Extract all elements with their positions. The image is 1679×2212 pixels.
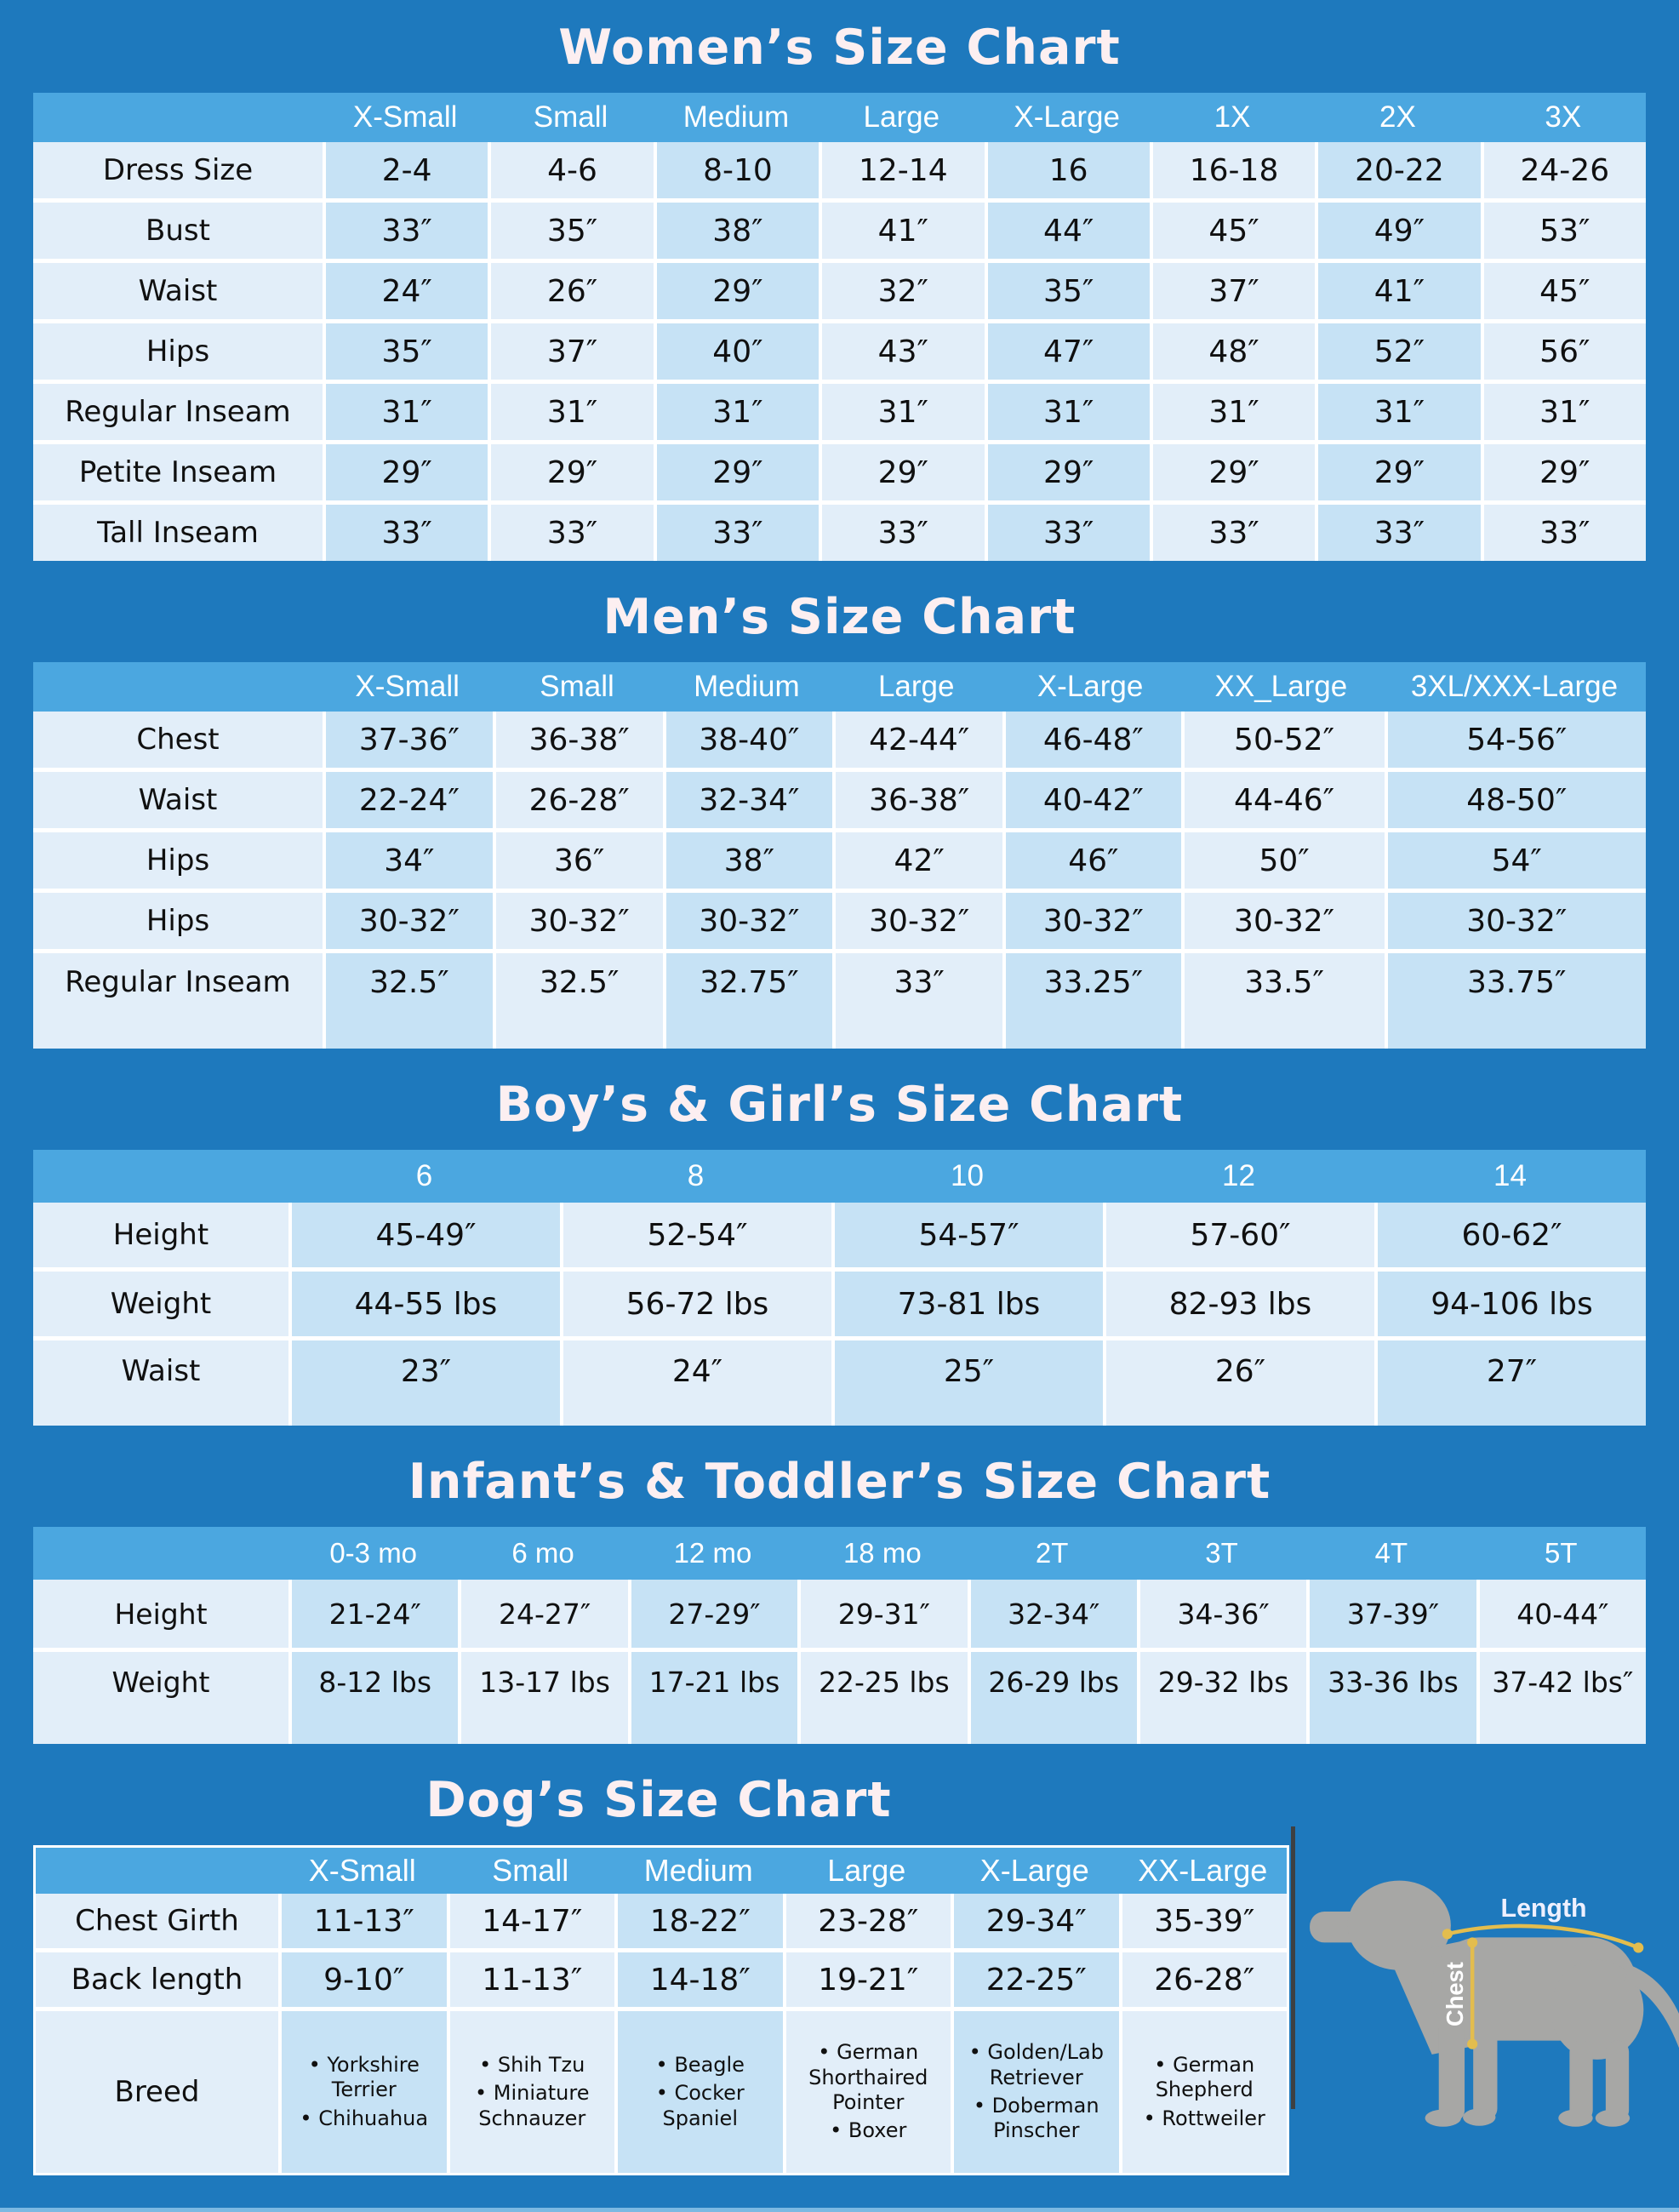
chest-line-end-dot bbox=[1467, 2039, 1477, 2049]
size-cell: 33″ bbox=[657, 505, 819, 561]
column-header: Medium bbox=[694, 670, 800, 703]
size-cell: 47″ bbox=[988, 323, 1150, 380]
row-label: Tall Inseam bbox=[33, 505, 323, 561]
size-cell: 32″ bbox=[822, 263, 984, 319]
size-cell: 27″ bbox=[1378, 1340, 1646, 1426]
size-cell: 52-54″ bbox=[563, 1203, 831, 1267]
size-cell: 16 bbox=[988, 142, 1150, 198]
column-header: 6 bbox=[415, 1159, 433, 1192]
row-label: Hips bbox=[33, 832, 323, 889]
column-header: 5T bbox=[1545, 1537, 1578, 1569]
size-cell: 4-6 bbox=[491, 142, 653, 198]
header-spacer bbox=[33, 1548, 288, 1558]
length-line-end-dot bbox=[1442, 1929, 1453, 1939]
breed-item: • Shih Tzu bbox=[479, 2053, 585, 2078]
size-cell: 45″ bbox=[1484, 263, 1646, 319]
size-cell: 32-34″ bbox=[971, 1580, 1137, 1648]
table-body bbox=[33, 1203, 1646, 1426]
row-label: Hips bbox=[33, 893, 323, 949]
size-cell: 31″ bbox=[326, 384, 488, 440]
size-cell: 23″ bbox=[292, 1340, 560, 1426]
row-label: Back length bbox=[36, 1952, 278, 2007]
size-cell: 35-39″ bbox=[1122, 1894, 1288, 1948]
size-cell: 9-10″ bbox=[282, 1952, 447, 2007]
size-cell: 30-32″ bbox=[496, 893, 663, 949]
size-cell: 11-13″ bbox=[450, 1952, 615, 2007]
size-cell: 33.5″ bbox=[1185, 953, 1385, 1049]
row-label: Height bbox=[33, 1580, 288, 1648]
size-cell: 29-34″ bbox=[954, 1894, 1119, 1948]
size-cell: 24-26 bbox=[1484, 142, 1646, 198]
size-cell: 17-21 lbs bbox=[631, 1652, 797, 1744]
size-cell: 26″ bbox=[1106, 1340, 1374, 1426]
size-cell: 29″ bbox=[1318, 444, 1480, 500]
row-label: Waist bbox=[33, 772, 323, 828]
dogs-chart-section bbox=[33, 1773, 1646, 2175]
dog-hind-leg bbox=[1569, 2041, 1592, 2122]
size-cell: 37-36″ bbox=[326, 712, 493, 768]
size-cell: 31″ bbox=[822, 384, 984, 440]
column-header: 1X bbox=[1214, 100, 1251, 134]
row-label: Chest bbox=[33, 712, 323, 768]
size-cell: 50-52″ bbox=[1185, 712, 1385, 768]
womens-chart-title: Women’s Size Chart bbox=[558, 20, 1121, 76]
size-cell: 23-28″ bbox=[786, 1894, 951, 1948]
dog-chart-row bbox=[33, 1845, 1646, 2175]
column-header: Large bbox=[877, 670, 955, 703]
table-header-row bbox=[33, 93, 1646, 142]
breed-item: • German Shorthaired Pointer bbox=[808, 2040, 928, 2114]
breed-item: • Beagle bbox=[655, 2053, 745, 2078]
column-header: Small bbox=[533, 100, 608, 134]
size-cell: 29-31″ bbox=[801, 1580, 967, 1648]
size-cell: 35″ bbox=[988, 263, 1150, 319]
size-cell: 54-57″ bbox=[835, 1203, 1103, 1267]
column-header: 14 bbox=[1493, 1159, 1527, 1192]
size-cell: 33-36 lbs bbox=[1310, 1652, 1476, 1744]
size-cell: 29″ bbox=[988, 444, 1150, 500]
size-cell: 36-38″ bbox=[496, 712, 663, 768]
size-cell: 32.75″ bbox=[666, 953, 833, 1049]
column-header: 8 bbox=[687, 1159, 705, 1192]
table-header-row bbox=[36, 1848, 1287, 1894]
breed-item: • Rottweiler bbox=[1143, 2106, 1265, 2130]
size-cell: 33″ bbox=[988, 505, 1150, 561]
size-cell: 24″ bbox=[563, 1340, 831, 1426]
size-cell: 43″ bbox=[822, 323, 984, 380]
size-cell: 35″ bbox=[491, 203, 653, 259]
size-cell: 26-29 lbs bbox=[971, 1652, 1137, 1744]
column-header: X-Small bbox=[352, 100, 458, 134]
column-header: X-Large bbox=[1014, 100, 1120, 134]
size-cell: 38″ bbox=[666, 832, 833, 889]
size-cell: 37-42 lbs″ bbox=[1480, 1652, 1646, 1744]
column-header: 4T bbox=[1374, 1537, 1408, 1569]
column-header: Medium bbox=[682, 100, 790, 134]
size-cell: 32-34″ bbox=[666, 772, 833, 828]
boys-girls-chart-title: Boy’s & Girl’s Size Chart bbox=[495, 1077, 1184, 1133]
size-cell: 36-38″ bbox=[836, 772, 1002, 828]
size-cell: 25″ bbox=[835, 1340, 1103, 1426]
size-cell: 37-39″ bbox=[1310, 1580, 1476, 1648]
size-cell: 38-40″ bbox=[666, 712, 833, 768]
size-cell: 54″ bbox=[1388, 832, 1646, 889]
dog-front-leg-2 bbox=[1473, 2021, 1497, 2119]
dog-front-paw bbox=[1425, 2110, 1461, 2127]
size-cell: 40″ bbox=[657, 323, 819, 380]
size-cell: 33″ bbox=[326, 505, 488, 561]
size-cell: 14-18″ bbox=[618, 1952, 783, 2007]
bottom-edge-line bbox=[0, 2208, 1679, 2212]
header-spacer bbox=[33, 682, 323, 692]
size-cell: 24-27″ bbox=[461, 1580, 627, 1648]
size-cell: 53″ bbox=[1484, 203, 1646, 259]
column-header: 10 bbox=[951, 1159, 984, 1192]
column-header: Large bbox=[827, 1853, 906, 1888]
dog-silhouette bbox=[1310, 1881, 1679, 2127]
dogs-chart-title: Dog’s Size Chart bbox=[425, 1772, 892, 1828]
size-cell: 30-32″ bbox=[1006, 893, 1181, 949]
size-cell: 73-81 lbs bbox=[835, 1272, 1103, 1336]
table-body bbox=[33, 1580, 1646, 1744]
size-cell: 31″ bbox=[657, 384, 819, 440]
size-cell: 82-93 lbs bbox=[1106, 1272, 1374, 1336]
womens-size-table bbox=[33, 93, 1646, 561]
table-header-row bbox=[33, 1150, 1646, 1203]
size-cell: 48″ bbox=[1153, 323, 1315, 380]
row-label: Bust bbox=[33, 203, 323, 259]
size-cell: 34″ bbox=[326, 832, 493, 889]
size-cell: 29″ bbox=[1484, 444, 1646, 500]
size-cell: 18-22″ bbox=[618, 1894, 783, 1948]
size-cell: 40-42″ bbox=[1006, 772, 1181, 828]
womens-chart-section bbox=[33, 20, 1646, 561]
dog-hind-leg-2 bbox=[1606, 2041, 1629, 2122]
column-header: Medium bbox=[643, 1853, 753, 1888]
size-cell: 8-10 bbox=[657, 142, 819, 198]
size-cell: 60-62″ bbox=[1378, 1203, 1646, 1267]
size-cell: 32.5″ bbox=[326, 953, 493, 1049]
mens-size-table bbox=[33, 662, 1646, 1049]
column-header: 12 bbox=[1222, 1159, 1255, 1192]
size-cell: 52″ bbox=[1318, 323, 1480, 380]
breed-item: • Boxer bbox=[830, 2118, 907, 2143]
table-body bbox=[33, 142, 1646, 561]
size-cell: 14-17″ bbox=[450, 1894, 615, 1948]
column-header: 3T bbox=[1205, 1537, 1238, 1569]
size-cell: 42-44″ bbox=[836, 712, 1002, 768]
size-cell: 31″ bbox=[491, 384, 653, 440]
boys-girls-size-table bbox=[33, 1150, 1646, 1426]
column-header: Large bbox=[863, 100, 940, 134]
mens-chart-title: Men’s Size Chart bbox=[602, 589, 1077, 645]
size-cell: 29″ bbox=[326, 444, 488, 500]
size-cell: 48-50″ bbox=[1388, 772, 1646, 828]
size-cell: 41″ bbox=[822, 203, 984, 259]
size-cell: 35″ bbox=[326, 323, 488, 380]
size-cell: 31″ bbox=[1484, 384, 1646, 440]
row-label: Weight bbox=[33, 1652, 288, 1744]
size-cell: 16-18 bbox=[1153, 142, 1315, 198]
size-cell: 30-32″ bbox=[1388, 893, 1646, 949]
breed-item: • Doberman Pinscher bbox=[973, 2094, 1099, 2143]
length-line-end-dot bbox=[1633, 1942, 1643, 1952]
column-header: Small bbox=[540, 670, 614, 703]
column-header: 0-3 mo bbox=[329, 1537, 418, 1569]
size-cell: 30-32″ bbox=[326, 893, 493, 949]
column-header: XX-Large bbox=[1138, 1853, 1268, 1888]
dog-hind-paw bbox=[1558, 2110, 1592, 2127]
size-cell: 33″ bbox=[326, 203, 488, 259]
size-cell bbox=[954, 2011, 1119, 2173]
size-cell: 41″ bbox=[1318, 263, 1480, 319]
size-cell: 22-25 lbs bbox=[801, 1652, 967, 1744]
size-cell: 57-60″ bbox=[1106, 1203, 1374, 1267]
size-cell: 33″ bbox=[1153, 505, 1315, 561]
breed-item: • Miniature Schnauzer bbox=[475, 2081, 590, 2130]
column-header: 3XL/XXX-Large bbox=[1410, 670, 1619, 703]
size-cell: 20-22 bbox=[1318, 142, 1480, 198]
size-cell: 56-72 lbs bbox=[563, 1272, 831, 1336]
column-header: 12 mo bbox=[673, 1537, 752, 1569]
breed-item: • Cocker Spaniel bbox=[655, 2081, 745, 2130]
column-header: 2T bbox=[1035, 1537, 1069, 1569]
table-body bbox=[33, 712, 1646, 1049]
size-cell: 24″ bbox=[326, 263, 488, 319]
size-cell bbox=[450, 2011, 615, 2173]
size-cell: 46-48″ bbox=[1006, 712, 1181, 768]
chest-line-end-dot bbox=[1467, 1937, 1477, 1947]
column-header: 6 mo bbox=[511, 1537, 574, 1569]
size-cell: 33″ bbox=[1318, 505, 1480, 561]
size-cell bbox=[786, 2011, 951, 2173]
boys-girls-chart-section bbox=[33, 1077, 1646, 1426]
row-label: Weight bbox=[33, 1272, 288, 1336]
size-cell: 12-14 bbox=[822, 142, 984, 198]
size-cell: 50″ bbox=[1185, 832, 1385, 889]
size-cell: 29″ bbox=[657, 444, 819, 500]
size-cell: 8-12 lbs bbox=[292, 1652, 458, 1744]
size-cell: 29″ bbox=[657, 263, 819, 319]
size-cell: 30-32″ bbox=[836, 893, 1002, 949]
breed-item: • Yorkshire Terrier bbox=[308, 2053, 420, 2102]
infants-toddlers-size-table bbox=[33, 1527, 1646, 1744]
header-spacer bbox=[33, 1171, 288, 1181]
size-cell: 49″ bbox=[1318, 203, 1480, 259]
row-label: Hips bbox=[33, 323, 323, 380]
size-cell: 29″ bbox=[491, 444, 653, 500]
size-cell: 40-44″ bbox=[1480, 1580, 1646, 1648]
row-label: Dress Size bbox=[33, 142, 323, 198]
size-cell: 29″ bbox=[822, 444, 984, 500]
size-cell: 94-106 lbs bbox=[1378, 1272, 1646, 1336]
size-cell: 31″ bbox=[1153, 384, 1315, 440]
size-cell: 22-25″ bbox=[954, 1952, 1119, 2007]
infants-toddlers-chart-section bbox=[33, 1455, 1646, 1744]
size-cell: 26″ bbox=[491, 263, 653, 319]
infants-toddlers-chart-title: Infant’s & Toddler’s Size Chart bbox=[408, 1454, 1271, 1510]
size-cell: 27-29″ bbox=[631, 1580, 797, 1648]
size-cell: 33.25″ bbox=[1006, 953, 1181, 1049]
table-header-row bbox=[33, 662, 1646, 712]
size-cell: 13-17 lbs bbox=[461, 1652, 627, 1744]
size-cell: 29″ bbox=[1153, 444, 1315, 500]
size-cell: 38″ bbox=[657, 203, 819, 259]
row-label: Waist bbox=[33, 263, 323, 319]
dog-figure-svg bbox=[1303, 1837, 1679, 2140]
size-cell: 33″ bbox=[836, 953, 1002, 1049]
row-label: Regular Inseam bbox=[33, 953, 323, 1049]
size-cell: 31″ bbox=[988, 384, 1150, 440]
header-spacer bbox=[33, 112, 323, 123]
row-label: Breed bbox=[36, 2011, 278, 2173]
dog-measurement-figure bbox=[1303, 1837, 1679, 2140]
size-cell: 30-32″ bbox=[1185, 893, 1385, 949]
dog-front-paw-2 bbox=[1463, 2109, 1495, 2126]
size-cell: 46″ bbox=[1006, 832, 1181, 889]
size-cell: 26-28″ bbox=[1122, 1952, 1288, 2007]
size-cell: 34-36″ bbox=[1140, 1580, 1306, 1648]
breed-item: • Chihuahua bbox=[300, 2106, 429, 2130]
size-cell: 11-13″ bbox=[282, 1894, 447, 1948]
length-label: Length bbox=[1500, 1895, 1587, 1923]
size-cell: 33″ bbox=[822, 505, 984, 561]
size-cell: 45″ bbox=[1153, 203, 1315, 259]
size-cell: 37″ bbox=[491, 323, 653, 380]
size-cell: 21-24″ bbox=[292, 1580, 458, 1648]
size-cell: 56″ bbox=[1484, 323, 1646, 380]
breed-item: • German Shepherd bbox=[1154, 2053, 1255, 2102]
column-header: X-Small bbox=[308, 1853, 416, 1888]
measure-edge-line bbox=[1291, 1826, 1295, 2109]
row-label: Petite Inseam bbox=[33, 444, 323, 500]
column-header: 3X bbox=[1545, 100, 1582, 134]
size-cell: 54-56″ bbox=[1388, 712, 1646, 768]
size-cell: 30-32″ bbox=[666, 893, 833, 949]
size-cell: 42″ bbox=[836, 832, 1002, 889]
table-body bbox=[36, 1894, 1287, 2173]
column-header: X-Large bbox=[1037, 670, 1144, 703]
size-cell: 19-21″ bbox=[786, 1952, 951, 2007]
dog-front-leg bbox=[1439, 2016, 1465, 2121]
size-cell: 44-46″ bbox=[1185, 772, 1385, 828]
size-cell: 33.75″ bbox=[1388, 953, 1646, 1049]
row-label: Waist bbox=[33, 1340, 288, 1426]
size-cell: 2-4 bbox=[326, 142, 488, 198]
dog-hind-paw-2 bbox=[1596, 2110, 1630, 2127]
size-cell: 29-32 lbs bbox=[1140, 1652, 1306, 1744]
row-label: Height bbox=[33, 1203, 288, 1267]
size-cell: 32.5″ bbox=[496, 953, 663, 1049]
column-header: X-Large bbox=[979, 1853, 1089, 1888]
size-cell bbox=[282, 2011, 447, 2173]
size-cell: 44″ bbox=[988, 203, 1150, 259]
size-cell: 22-24″ bbox=[326, 772, 493, 828]
size-cell: 36″ bbox=[496, 832, 663, 889]
row-label: Regular Inseam bbox=[33, 384, 323, 440]
size-cell: 45-49″ bbox=[292, 1203, 560, 1267]
size-cell: 31″ bbox=[1318, 384, 1480, 440]
chest-label: Chest bbox=[1442, 1962, 1469, 2026]
column-header: 2X bbox=[1379, 100, 1416, 134]
size-cell: 26-28″ bbox=[496, 772, 663, 828]
header-spacer bbox=[36, 1866, 278, 1876]
size-cell: 44-55 lbs bbox=[292, 1272, 560, 1336]
dogs-size-table bbox=[33, 1845, 1289, 2175]
breed-item: • Golden/Lab Retriever bbox=[968, 2040, 1104, 2089]
size-cell bbox=[618, 2011, 783, 2173]
column-header: X-Small bbox=[355, 670, 460, 703]
size-cell: 37″ bbox=[1153, 263, 1315, 319]
column-header: XX_Large bbox=[1214, 670, 1348, 703]
column-header: 18 mo bbox=[842, 1537, 922, 1569]
size-cell: 33″ bbox=[1484, 505, 1646, 561]
size-cell bbox=[1122, 2011, 1288, 2173]
column-header: Small bbox=[492, 1853, 569, 1888]
table-header-row bbox=[33, 1527, 1646, 1580]
row-label: Chest Girth bbox=[36, 1894, 278, 1948]
size-cell: 33″ bbox=[491, 505, 653, 561]
mens-chart-section bbox=[33, 590, 1646, 1049]
